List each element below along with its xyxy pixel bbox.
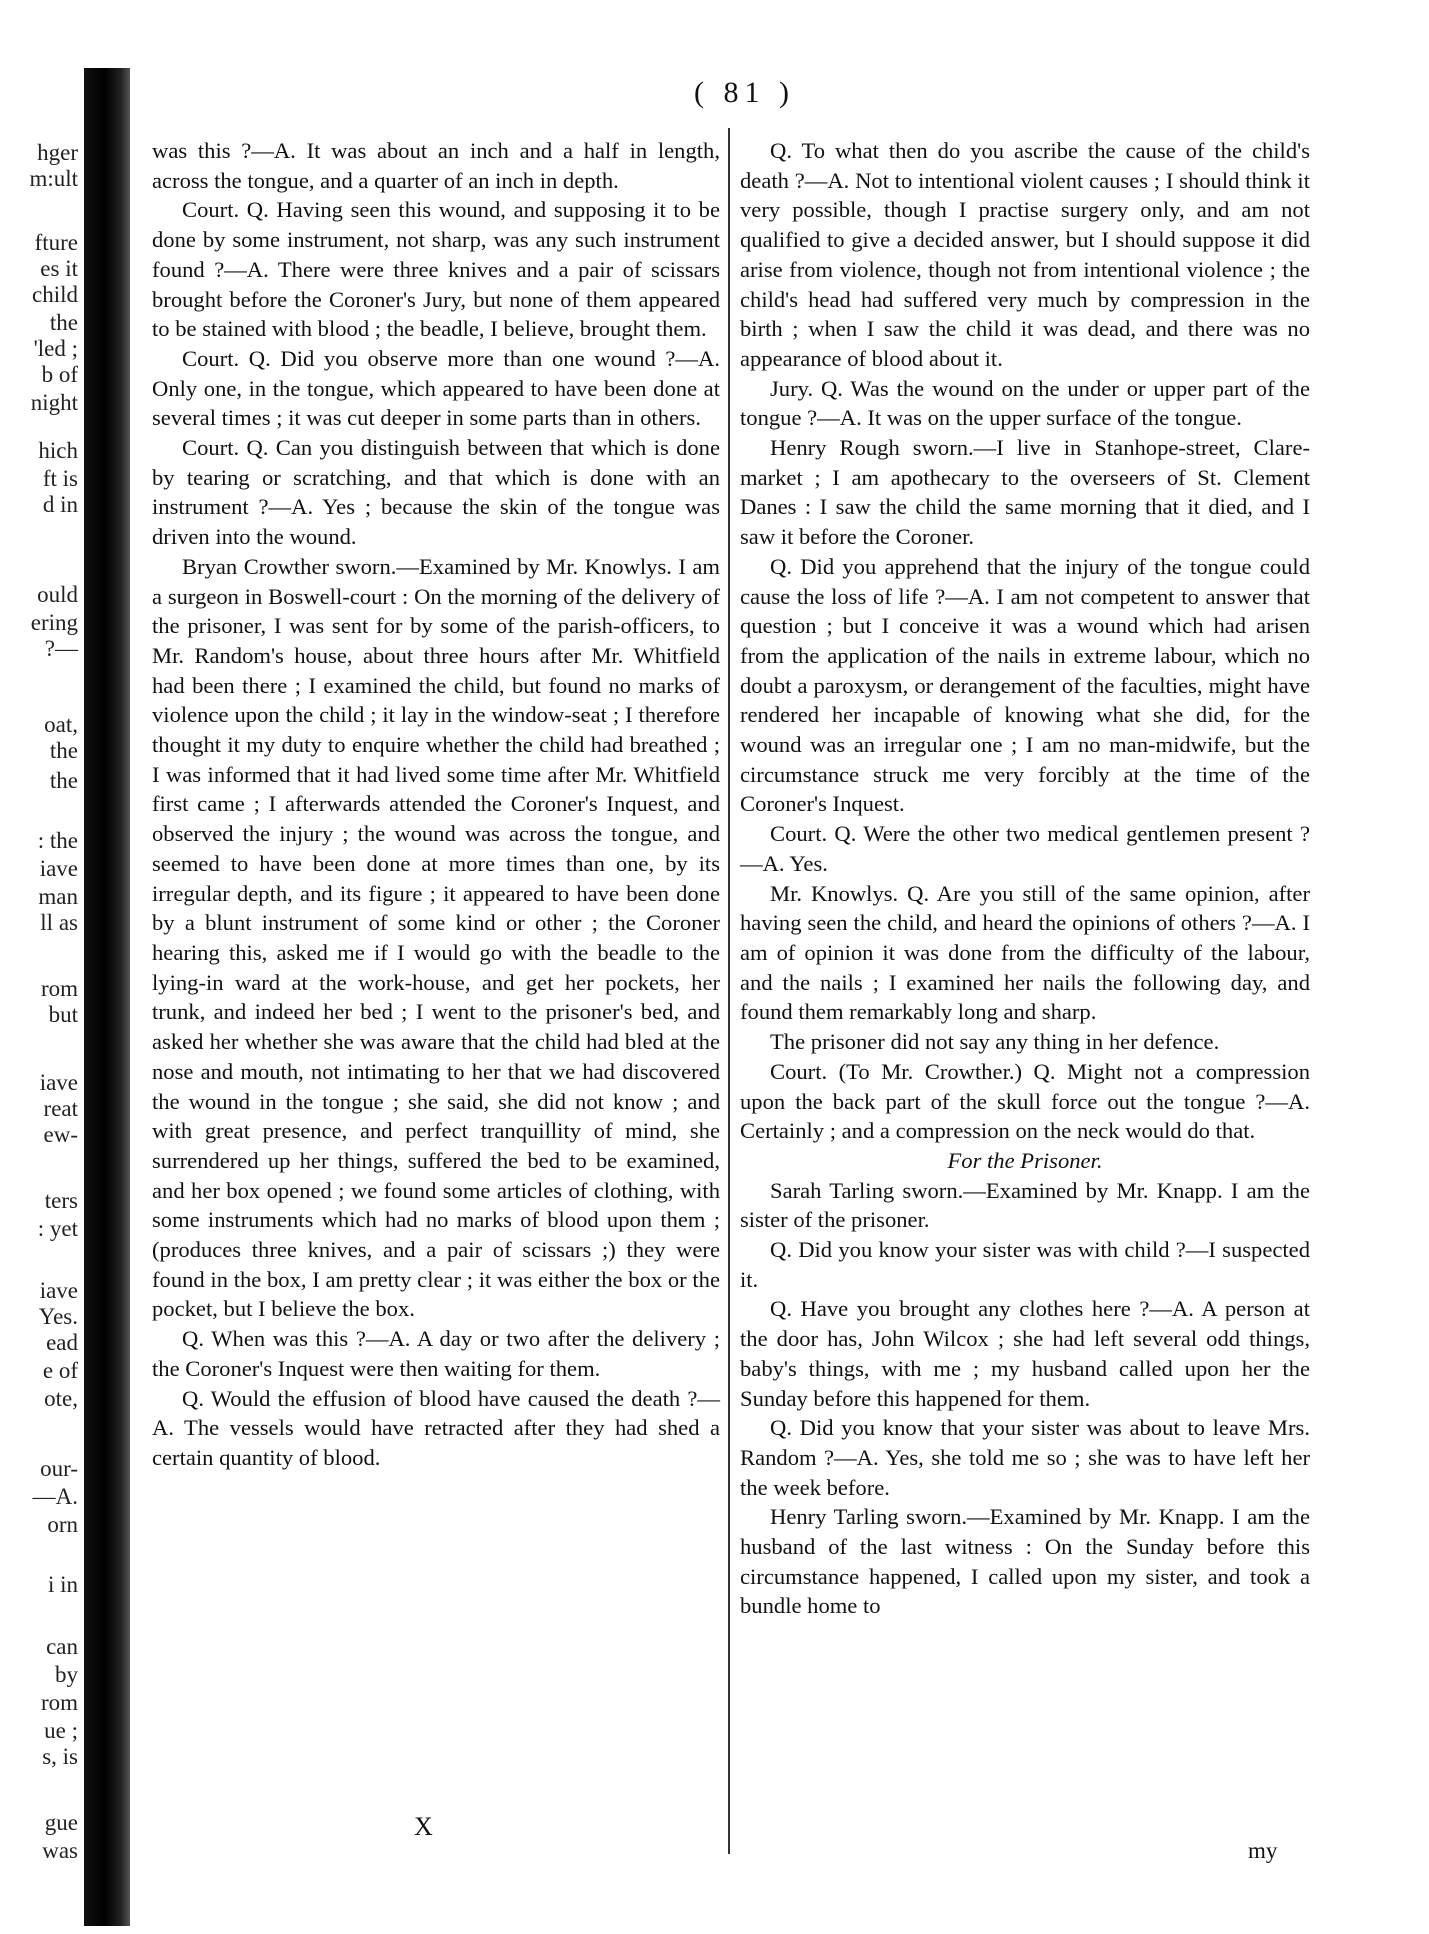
fragment: by xyxy=(55,1662,78,1687)
paragraph: Sarah Tarling sworn.—Examined by Mr. Knapp. I am the sister of the prisoner. xyxy=(740,1177,1310,1233)
fragment: ue ; xyxy=(44,1718,78,1743)
fragment: oat, xyxy=(44,712,78,737)
fragment: i in xyxy=(47,1572,78,1597)
fragment: —A. xyxy=(32,1484,78,1509)
fragment: the xyxy=(49,310,78,335)
section-heading: For the Prisoner. xyxy=(947,1147,1103,1173)
fragment: can xyxy=(46,1634,78,1659)
fragment: hger xyxy=(37,140,78,165)
paragraph: Q. Would the effusion of blood have caused the death ?—A. The vessels would have retracted after they had shed a certain quantity of blood. xyxy=(152,1385,720,1470)
fragment: gue xyxy=(44,1810,78,1835)
fragment: ?— xyxy=(44,636,78,661)
fragment: hich xyxy=(38,438,78,463)
fragment: d in xyxy=(42,492,78,517)
paragraph: Court. Q. Having seen this wound, and supposing it to be done by some instrument, not sharp, was any such instrument found ?—A. There were three knives and a pair of scissars brought before the Coroner's Jury, but none of them appeared to be stained with blood ; the beadle, I believe, brought them. xyxy=(152,197,720,342)
fragment: iave xyxy=(39,856,78,881)
paragraph: Henry Tarling sworn.—Examined by Mr. Knapp. I am the husband of the last witness : On the Sunday before this circumstance happened, I called upon my sister, and took a bundle home to xyxy=(740,1504,1310,1619)
page-number: ( 81 ) xyxy=(694,76,795,109)
fragment: ll as xyxy=(40,910,78,935)
paragraph: Bryan Crowther sworn.—Examined by Mr. Knowlys. I am a surgeon in Boswell-court : On the morning of the delivery of the prisoner, I was sent for by some of the parish-officers, to Mr. Random's house, about three hours after Mr. Whitfield had been there ; I examined the child, but found no marks of violence upon the child ; it lay in the window-seat ; I therefore thought it my duty to enquire whether the child had breathed ; I was informed that it had lived some time after Mr. Whitfield first came ; I afterwards attended the Coroner's Inquest, and observed the injury ; the wound was across the tongue, and seemed to have been done at more times than one, by its irregular depth, and its figure ; it appeared to have been done by a blunt instrument of some kind or other ; the Coroner hearing this, asked me if I would go with the beadle to the lying-in ward at the work-house, and get her pockets, her trunk, and indeed her bed ; I went to the prisoner's bed, and asked her whether she was aware that the child had bled at the nose and mouth, not intimating to her that we had discovered the wound in the tongue ; she said, she did not know ; and with great presence, and perfect tranquillity of mind, she surrendered up her things, suffered the bed to be examined, and her box opened ; we found some articles of clothing, with some instruments which had no marks of blood upon them ; (produces three knives, and a pair of scissars ;) they were found in the box, I am pretty clear ; it was either the box or the pocket, but I believe the box. xyxy=(152,553,720,1322)
fragment: rom xyxy=(40,976,78,1001)
fragment: but xyxy=(48,1002,78,1027)
fragment: the xyxy=(49,768,78,793)
fragment: orn xyxy=(47,1512,78,1537)
fragment: was xyxy=(42,1838,78,1863)
paragraph: Court. Q. Can you distinguish between that which is done by tearing or scratching, and that which is done with an instrument ?—A. Yes ; because the skin of the tongue was driven into the wound. xyxy=(152,435,720,550)
fragment: Yes. xyxy=(38,1304,78,1329)
paragraph: Q. When was this ?—A. A day or two after the delivery ; the Coroner's Inquest were then waiting for them. xyxy=(152,1326,720,1381)
fragment: ering xyxy=(30,610,78,635)
fragment: our- xyxy=(40,1456,78,1481)
fragment: : yet xyxy=(37,1216,78,1241)
paragraph: Court. Q. Did you observe more than one wound ?—A. Only one, in the tongue, which appeared to have been done at several times ; it was cut deeper in some parts than in others. xyxy=(152,345,720,431)
paragraph: Q. Have you brought any clothes here ?—A. A person at the door has, John Wilcox ; she had left several odd things, baby's things, with me ; my husband called upon her the Sunday before this happened for them. xyxy=(740,1296,1310,1411)
fragment: man xyxy=(38,884,78,909)
paragraph: Q. Did you know that your sister was about to leave Mrs. Random ?—A. Yes, she told me so ; she was to have left her the week before. xyxy=(740,1415,1310,1500)
fragment: fture xyxy=(34,230,78,255)
fragment: ead xyxy=(46,1330,78,1355)
left-column xyxy=(152,136,720,1473)
fragment: es it xyxy=(40,256,78,281)
paragraph: Mr. Knowlys. Q. Are you still of the same opinion, after having seen the child, and heard the opinions of others ?—A. I am of opinion it was done from the difficulty of the labour, and the nails ; I examined her nails the following day, and found them remarkably long and sharp. xyxy=(740,880,1310,1025)
fragment: iave xyxy=(39,1070,78,1095)
fragment: : the xyxy=(37,828,78,853)
fragment: iave xyxy=(39,1278,78,1303)
paragraph: Jury. Q. Was the wound on the under or upper part of the tongue ?—A. It was on the upper surface of the tongue. xyxy=(740,375,1310,431)
column-rule xyxy=(728,128,730,1854)
fragment: s, is xyxy=(42,1744,78,1769)
paragraph: Court. Q. Were the other two medical gentlemen present ?—A. Yes. xyxy=(740,821,1310,876)
right-column xyxy=(740,136,1310,1621)
paragraph: Q. To what then do you ascribe the cause of the child's death ?—A. Not to intentional violent causes ; I should think it very possible, though I practise surgery only, and am not qualified to give a decided answer, but I should suppose it did arise from violence, though not from intentional violence ; the child's head had suffered very much by compression in the birth ; when I saw the child it was dead, and there was no appearance of blood about it. xyxy=(740,138,1310,371)
fragment: ters xyxy=(44,1188,78,1213)
paragraph: Q. Did you know your sister was with child ?—I suspected it. xyxy=(740,1237,1310,1292)
catchword: my xyxy=(1248,1838,1278,1863)
fragment: child xyxy=(32,282,78,307)
fragment: ould xyxy=(37,582,78,607)
binding-gutter-shadow xyxy=(84,68,130,1926)
fragment: the xyxy=(49,738,78,763)
paragraph: was this ?—A. It was about an inch and a half in length, across the tongue, and a quarter of an inch in depth. xyxy=(152,138,720,193)
signature-mark: X xyxy=(414,1812,433,1841)
paragraph: The prisoner did not say any thing in her defence. xyxy=(770,1029,1220,1055)
fragment: ft is xyxy=(42,466,78,491)
paragraph: Henry Rough sworn.—I live in Stanhope-street, Clare-market ; I am apothecary to the overseers of St. Clement Danes : I saw the child the same morning that it died, and I saw it before the Coroner. xyxy=(740,435,1310,550)
fragment: rom xyxy=(40,1690,78,1715)
fragment: ew- xyxy=(43,1122,78,1147)
paragraph: Q. Did you apprehend that the injury of the tongue could cause the loss of life ?—A. I am not competent to answer that question ; but I conceive it was a wound which had arisen from the application of the nails in extreme labour, which no doubt a paroxysm, or derangement of the faculties, might have rendered her incapable of knowing what she did, for the wound was an irregular one ; I am no man-midwife, but the circumstance struck me very forcibly at the time of the Coroner's Inquest. xyxy=(740,553,1310,817)
fragment: 'led ; xyxy=(33,336,78,361)
fragment: b of xyxy=(41,362,78,387)
fragment: ote, xyxy=(44,1386,78,1411)
fragment: reat xyxy=(43,1096,78,1121)
fragment: night xyxy=(30,390,78,415)
fragment: m:ult xyxy=(29,166,78,191)
paragraph: Court. (To Mr. Crowther.) Q. Might not a compression upon the back part of the skull force out the tongue ?—A. Certainly ; and a compression on the neck would do that. xyxy=(740,1058,1310,1144)
fragment: e of xyxy=(42,1358,78,1383)
